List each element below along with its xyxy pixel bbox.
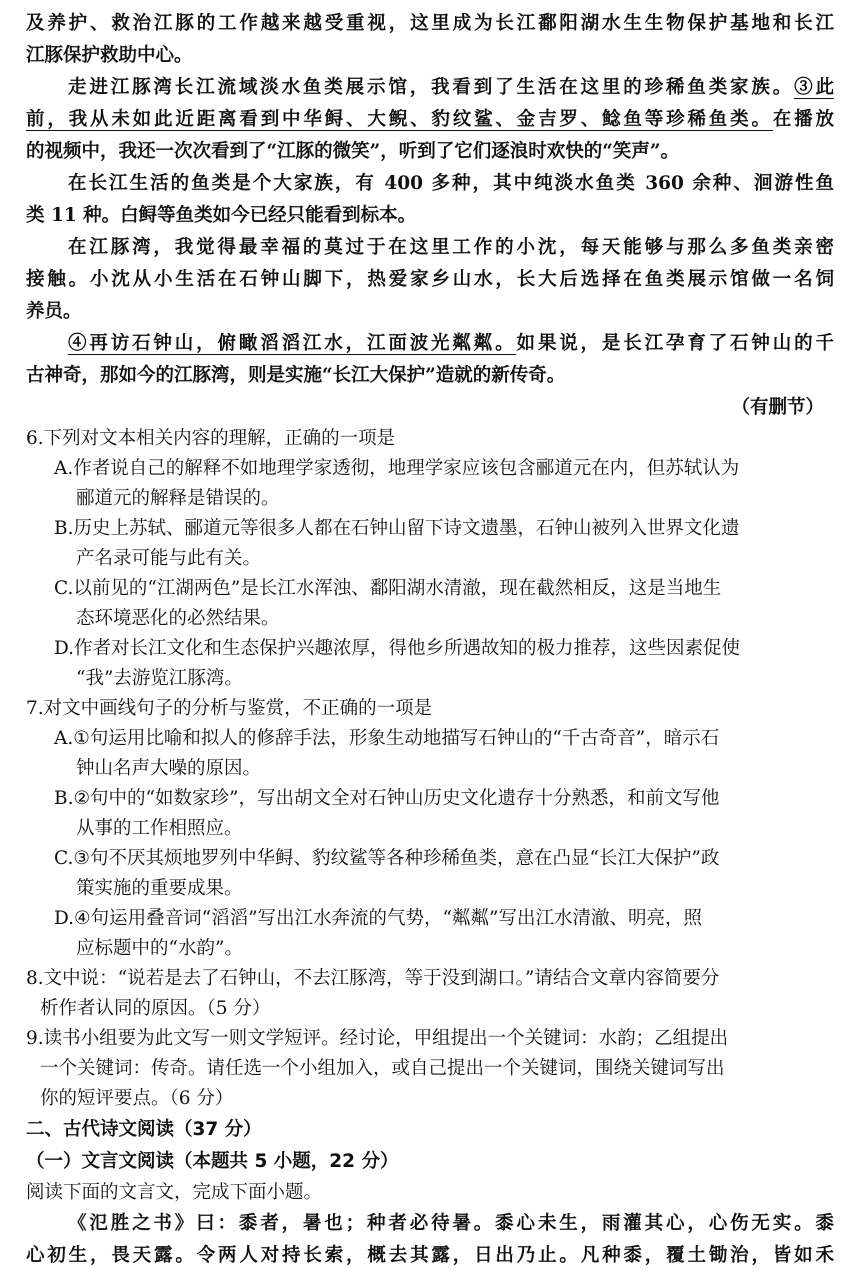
- q7-option-d: D.④句运用叠音词“滔滔”写出江水奔流的气势，“粼粼”写出江水清澈、明亮，照: [54, 908, 702, 929]
- passage-line: 在长江生活的鱼类是个大家族，有 400 多种，其中纯淡水鱼类 360 余种、洄游性鱼: [68, 173, 834, 194]
- underlined-sentence-4: ④再访石钟山，俯瞰滔滔江水，江面波光粼粼。: [68, 333, 517, 354]
- classical-text-line: 心初生，畏天露。令两人对持长索，概去其露，日出乃止。凡种黍，覆土锄治，皆如禾: [26, 1245, 834, 1266]
- instruction: 阅读下面的文言文，完成下面小题。: [26, 1182, 323, 1203]
- q6-option-a-cont: 郦道元的解释是错误的。: [76, 488, 280, 509]
- passage-text: 走进江豚湾长江流域淡水鱼类展示馆，我看到了生活在这里的珍稀鱼类家族。: [68, 77, 795, 98]
- passage-line: 江豚保护救助中心。: [26, 45, 193, 66]
- passage-line: 在江豚湾，我觉得最幸福的莫过于在这里工作的小沈，每天能够与那么多鱼类亲密: [68, 237, 834, 258]
- question-6-stem: 6.下列对文本相关内容的理解，正确的一项是: [26, 428, 396, 449]
- underlined-sentence-3: ③此: [794, 77, 834, 98]
- q6-option-d-cont: “我”去游览江豚湾。: [76, 668, 243, 689]
- q6-option-d: D.作者对长江文化和生态保护兴趣浓厚，得他乡所遇故知的极力推荐，这些因素促使: [54, 638, 741, 659]
- q7-option-b: B.②句中的“如数家珍”，写出胡文全对石钟山历史文化遗存十分熟悉，和前文写他: [54, 788, 720, 809]
- question-9-cont: 你的短评要点。（6 分）: [40, 1088, 234, 1109]
- passage-line: [26, 104, 834, 136]
- q7-option-d-cont: 应标题中的“水韵”。: [76, 938, 243, 959]
- passage-text: 在播放: [772, 109, 834, 130]
- abridged-note: （有删节）: [731, 397, 824, 418]
- q7-option-c-cont: 策实施的重要成果。: [76, 878, 243, 899]
- question-9-cont: 一个关键词：传奇。请任选一个小组加入，或自己提出一个关键词，围绕关键词写出: [40, 1058, 725, 1079]
- passage-line: 接触。小沈从小生活在石钟山脚下，热爱家乡山水，长大后选择在鱼类展示馆做一名饲: [26, 269, 834, 290]
- passage-line: 及养护、救治江豚的工作越来越受重视，这里成为长江鄱阳湖水生生物保护基地和长江: [26, 13, 834, 34]
- q6-option-b-cont: 产名录可能与此有关。: [76, 548, 262, 569]
- passage-text: 如果说，是长江孕育了石钟山的千: [516, 333, 834, 354]
- passage-line: 古神奇，那如今的江豚湾，则是实施“长江大保护”造就的新传奇。: [26, 365, 566, 386]
- passage-line: 类 11 种。白鲟等鱼类如今已经只能看到标本。: [26, 205, 417, 226]
- question-8-cont: 析作者认同的原因。（5 分）: [40, 998, 271, 1019]
- q7-option-b-cont: 从事的工作相照应。: [76, 818, 243, 839]
- classical-text-line: 《氾胜之书》曰：黍者，暑也；种者必待暑。黍心未生，雨灌其心，心伤无实。黍: [68, 1213, 834, 1234]
- question-7-stem: 7.对文中画线句子的分析与鉴赏，不正确的一项是: [26, 698, 433, 719]
- passage-line: [26, 328, 834, 360]
- question-9: 9.读书小组要为此文写一则文学短评。经讨论，甲组提出一个关键词：水韵；乙组提出: [26, 1028, 729, 1049]
- passage-line: 养员。: [26, 301, 82, 322]
- passage-line: [26, 72, 834, 104]
- q7-option-c: C.③句不厌其烦地罗列中华鲟、豹纹鲨等各种珍稀鱼类，意在凸显“长江大保护”政: [54, 848, 720, 869]
- q6-option-b: B.历史上苏轼、郦道元等很多人都在石钟山留下诗文遗墨，石钟山被列入世界文化遗: [54, 518, 740, 539]
- q6-option-c-cont: 态环境恶化的必然结果。: [76, 608, 280, 629]
- q7-option-a-cont: 钟山名声大噪的原因。: [76, 758, 262, 779]
- passage-line: 的视频中，我还一次次看到了“江豚的微笑”，听到了它们逐浪时欢快的“笑声”。: [26, 141, 680, 162]
- q6-option-a: A.作者说自己的解释不如地理学家透彻，地理学家应该包含郦道元在内，但苏轼认为: [54, 458, 740, 479]
- q6-option-c: C.以前见的“江湖两色”是长江水浑浊、鄱阳湖水清澈，现在截然相反，这是当地生: [54, 578, 722, 599]
- section-title: 二、古代诗文阅读（37 分）: [26, 1119, 262, 1140]
- q7-option-a: A.①句运用比喻和拟人的修辞手法，形象生动地描写石钟山的“千古奇音”，暗示石: [54, 728, 720, 749]
- question-8: 8.文中说：“说若是去了石钟山，不去江豚湾，等于没到湖口。”请结合文章内容简要分: [26, 968, 720, 989]
- underlined-sentence-3: 前，我从未如此近距离看到中华鲟、大鲵、豹纹鲨、金吉罗、鲶鱼等珍稀鱼类。: [26, 109, 773, 130]
- subsection-title: （一）文言文阅读（本题共 5 小题，22 分）: [26, 1151, 399, 1172]
